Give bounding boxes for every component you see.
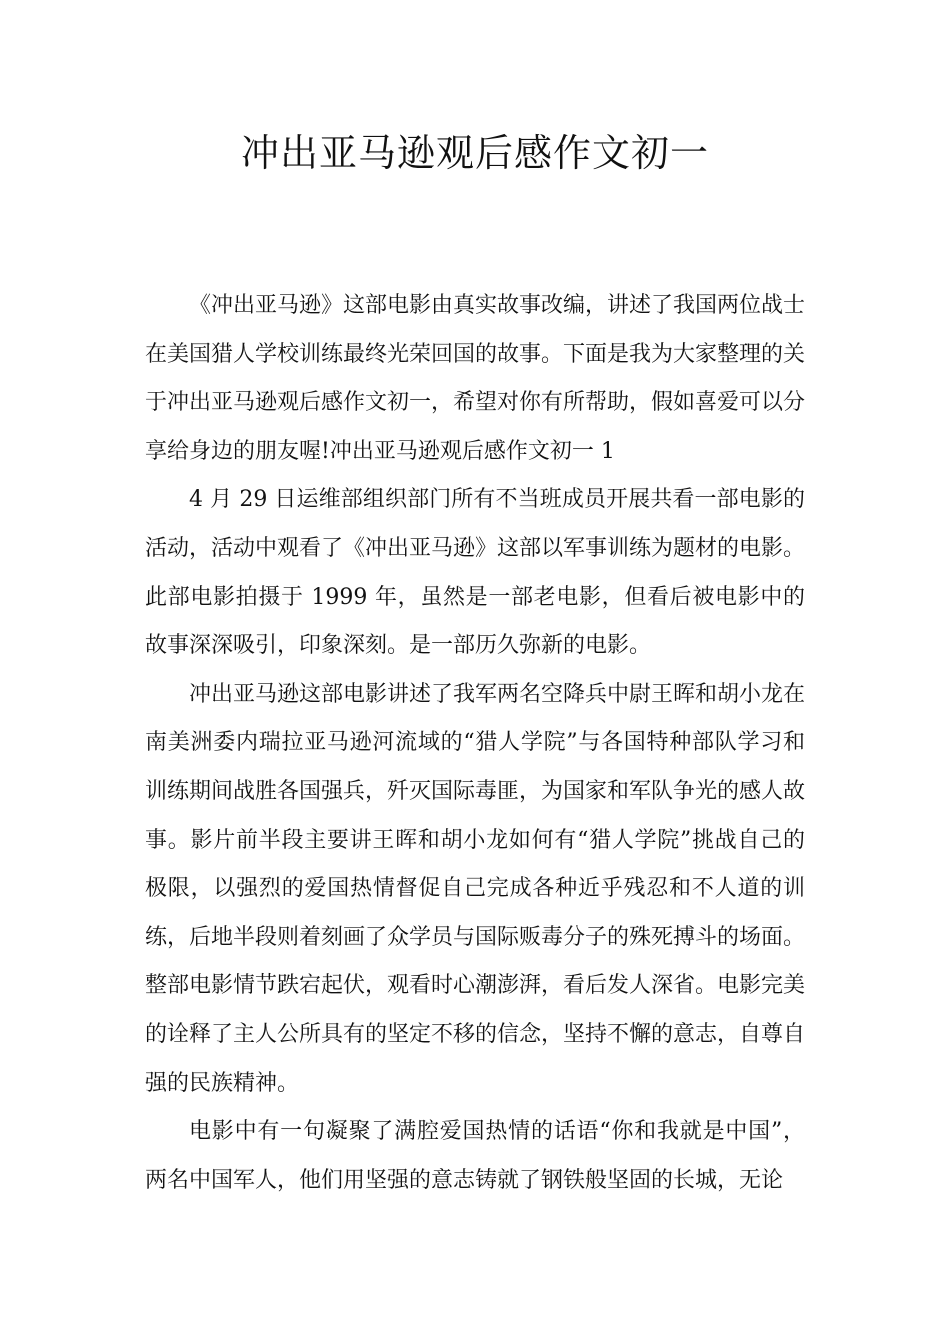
paragraph-activity: 4 月 29 日运维部组织部门所有不当班成员开展共看一部电影的活动，活动中观看了《冲出亚马逊》这部以军事训练为题材的电影。此部电影拍摄于 1999 年，虽然是一部老电影，但看后被电影中的故事深深吸引，印象深刻。是一部历久弥新的电影。: [145, 487, 806, 659]
page-title: 冲出亚马逊观后感作文初一: [240, 131, 709, 175]
paragraph-quote: 电影中有一句凝聚了满腔爱国热情的话语“你和我就是中国”，两名中国军人，他们用坚强的意志铸就了钢铁般坚固的长城，无论: [145, 1119, 805, 1193]
paragraph-intro: 《冲出亚马逊》这部电影由真实故事改编，讲述了我国两位战士在美国猎人学校训练最终光荣回国的故事。下面是我为大家整理的关于冲出亚马逊观后感作文初一，希望对你有所帮助，假如喜爱可以分享给身边的朋友喔!冲出亚马逊观后感作文初一 1: [145, 293, 806, 464]
document-body: [145, 282, 805, 1205]
paragraph-plot: 冲出亚马逊这部电影讲述了我军两名空降兵中尉王晖和胡小龙在南美洲委内瑞拉亚马逊河流域的“猎人学院”与各国特种部队学习和训练期间战胜各国强兵，歼灭国际毒匪，为国家和军队争光的感人故事。影片前半段主要讲王晖和胡小龙如何有“猎人学院”挑战自己的极限，以强烈的爱国热情督促自己完成各种近乎残忍和不人道的训练，后地半段则着刻画了众学员与国际贩毒分子的殊死搏斗的场面。整部电影情节跌宕起伏，观看时心潮澎湃，看后发人深省。电影完美的诠释了主人公所具有的坚定不移的信念，坚持不懈的意志，自尊自强的民族精神。: [145, 681, 806, 1096]
